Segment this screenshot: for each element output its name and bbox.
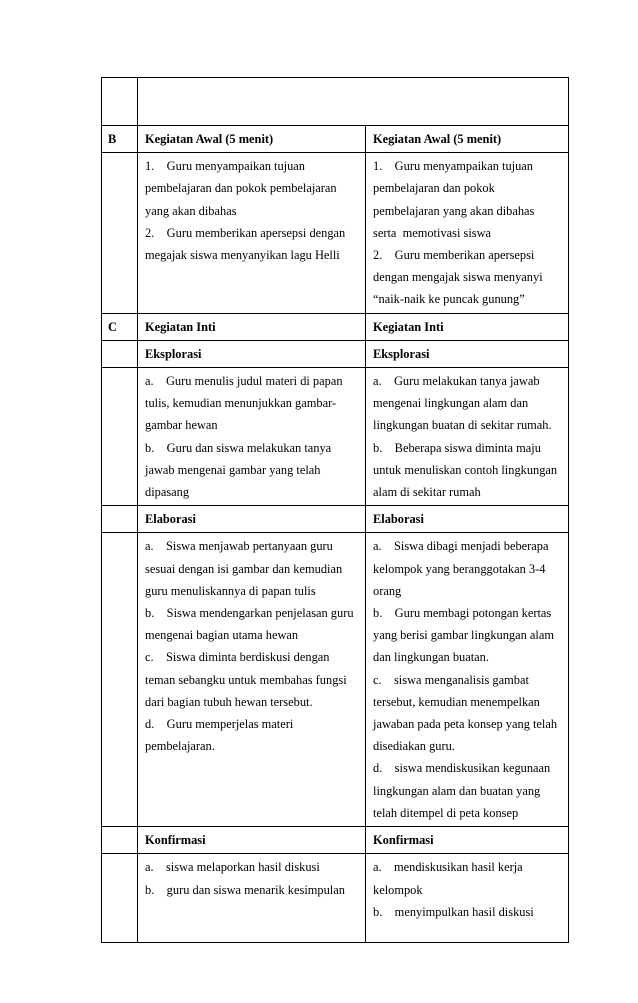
empty-cell bbox=[102, 153, 138, 313]
empty-cell bbox=[102, 506, 138, 533]
subheading-left: Eksplorasi bbox=[138, 340, 366, 367]
list-item: a. Siswa dibagi menjadi beberapa kelompok yang beranggotakan 3-4 orang bbox=[373, 539, 549, 598]
list-item: b. guru dan siswa menarik kesimpulan bbox=[145, 882, 345, 897]
list-item: 2. Guru memberikan apersepsi dengan megajak siswa menyanyikan lagu Helli bbox=[145, 225, 346, 263]
list-item: a. Siswa menjawab pertanyaan guru sesuai dengan isi gambar dan kemudian guru menuliskannya di papan tulis bbox=[145, 539, 343, 598]
table-row bbox=[102, 854, 569, 943]
list-item: 1. Guru menyampaikan tujuan pembelajaran dan pokok pembelajaran yang akan dibahas serta memotivasi siswa bbox=[373, 159, 535, 240]
table-row bbox=[102, 313, 569, 340]
list-item: a. Guru melakukan tanya jawab mengenai lingkungan alam dan lingkungan buatan di sekitar rumah. bbox=[373, 374, 552, 433]
list-item: d. Guru memperjelas materi pembelajaran. bbox=[145, 717, 294, 754]
items-cell-left bbox=[138, 153, 366, 313]
empty-cell bbox=[102, 533, 138, 827]
list-item: a. siswa melaporkan hasil diskusi bbox=[145, 860, 320, 875]
items-cell-right bbox=[366, 368, 569, 506]
subheading-right: Eksplorasi bbox=[366, 340, 569, 367]
subheading-right: Elaborasi bbox=[366, 506, 569, 533]
list-item: c. siswa menganalisis gambat tersebut, kemudian menempelkan jawaban pada peta konsep yang telah disediakan guru. bbox=[373, 672, 558, 754]
empty-cell bbox=[102, 78, 138, 126]
table-row bbox=[102, 368, 569, 506]
list-item: c. Siswa diminta berdiskusi dengan teman sebangku untuk membahas fungsi dari bagian tubuh hewan tersebut. bbox=[145, 650, 347, 709]
empty-cell bbox=[102, 827, 138, 854]
list-item: 2. Guru memberikan apersepsi dengan mengajak siswa menyanyi “naik-naik ke puncak gunung” bbox=[373, 248, 543, 307]
section-heading-left: Kegiatan Inti bbox=[138, 313, 366, 340]
table-row bbox=[102, 340, 569, 367]
list-item: b. menyimpulkan hasil diskusi bbox=[373, 904, 534, 919]
list-item: b. Siswa mendengarkan penjelasan guru mengenai bagian utama hewan bbox=[145, 606, 354, 643]
items-cell-right bbox=[366, 153, 569, 313]
empty-cell bbox=[102, 368, 138, 506]
section-letter: C bbox=[102, 313, 138, 340]
subheading-right: Konfirmasi bbox=[366, 827, 569, 854]
table-row bbox=[102, 506, 569, 533]
items-cell-left bbox=[138, 854, 366, 943]
table-row bbox=[102, 126, 569, 153]
subheading-left: Konfirmasi bbox=[138, 827, 366, 854]
items-cell-right bbox=[366, 533, 569, 827]
section-heading-right: Kegiatan Awal (5 menit) bbox=[366, 126, 569, 153]
list-item: 1. Guru menyampaikan tujuan pembelajaran dan pokok pembelajaran yang akan dibahas bbox=[145, 159, 337, 218]
items-cell-right bbox=[366, 854, 569, 943]
list-item: a. Guru menulis judul materi di papan tulis, kemudian menunjukkan gambar-gambar hewan bbox=[145, 374, 343, 433]
items-cell-left bbox=[138, 533, 366, 827]
empty-cell bbox=[138, 78, 569, 126]
empty-cell bbox=[102, 854, 138, 943]
list-item: a. mendiskusikan hasil kerja kelompok bbox=[373, 860, 523, 897]
empty-cell bbox=[102, 340, 138, 367]
section-heading-left: Kegiatan Awal (5 menit) bbox=[138, 126, 366, 153]
list-item: b. Beberapa siswa diminta maju untuk menuliskan contoh lingkungan alam di sekitar rumah bbox=[373, 440, 558, 500]
lesson-plan-table bbox=[101, 77, 569, 943]
section-heading-right: Kegiatan Inti bbox=[366, 313, 569, 340]
table-row-top bbox=[102, 78, 569, 126]
table-row bbox=[102, 827, 569, 854]
items-cell-left bbox=[138, 368, 366, 506]
list-item: b. Guru membagi potongan kertas yang berisi gambar lingkungan alam dan lingkungan buatan. bbox=[373, 606, 554, 665]
list-item: b. Guru dan siswa melakukan tanya jawab mengenai gambar yang telah dipasang bbox=[145, 440, 332, 500]
table-row bbox=[102, 153, 569, 313]
subheading-left: Elaborasi bbox=[138, 506, 366, 533]
table-row bbox=[102, 533, 569, 827]
list-item: d. siswa mendiskusikan kegunaan lingkungan alam dan buatan yang telah ditempel di peta konsep bbox=[373, 761, 551, 820]
section-letter: B bbox=[102, 126, 138, 153]
